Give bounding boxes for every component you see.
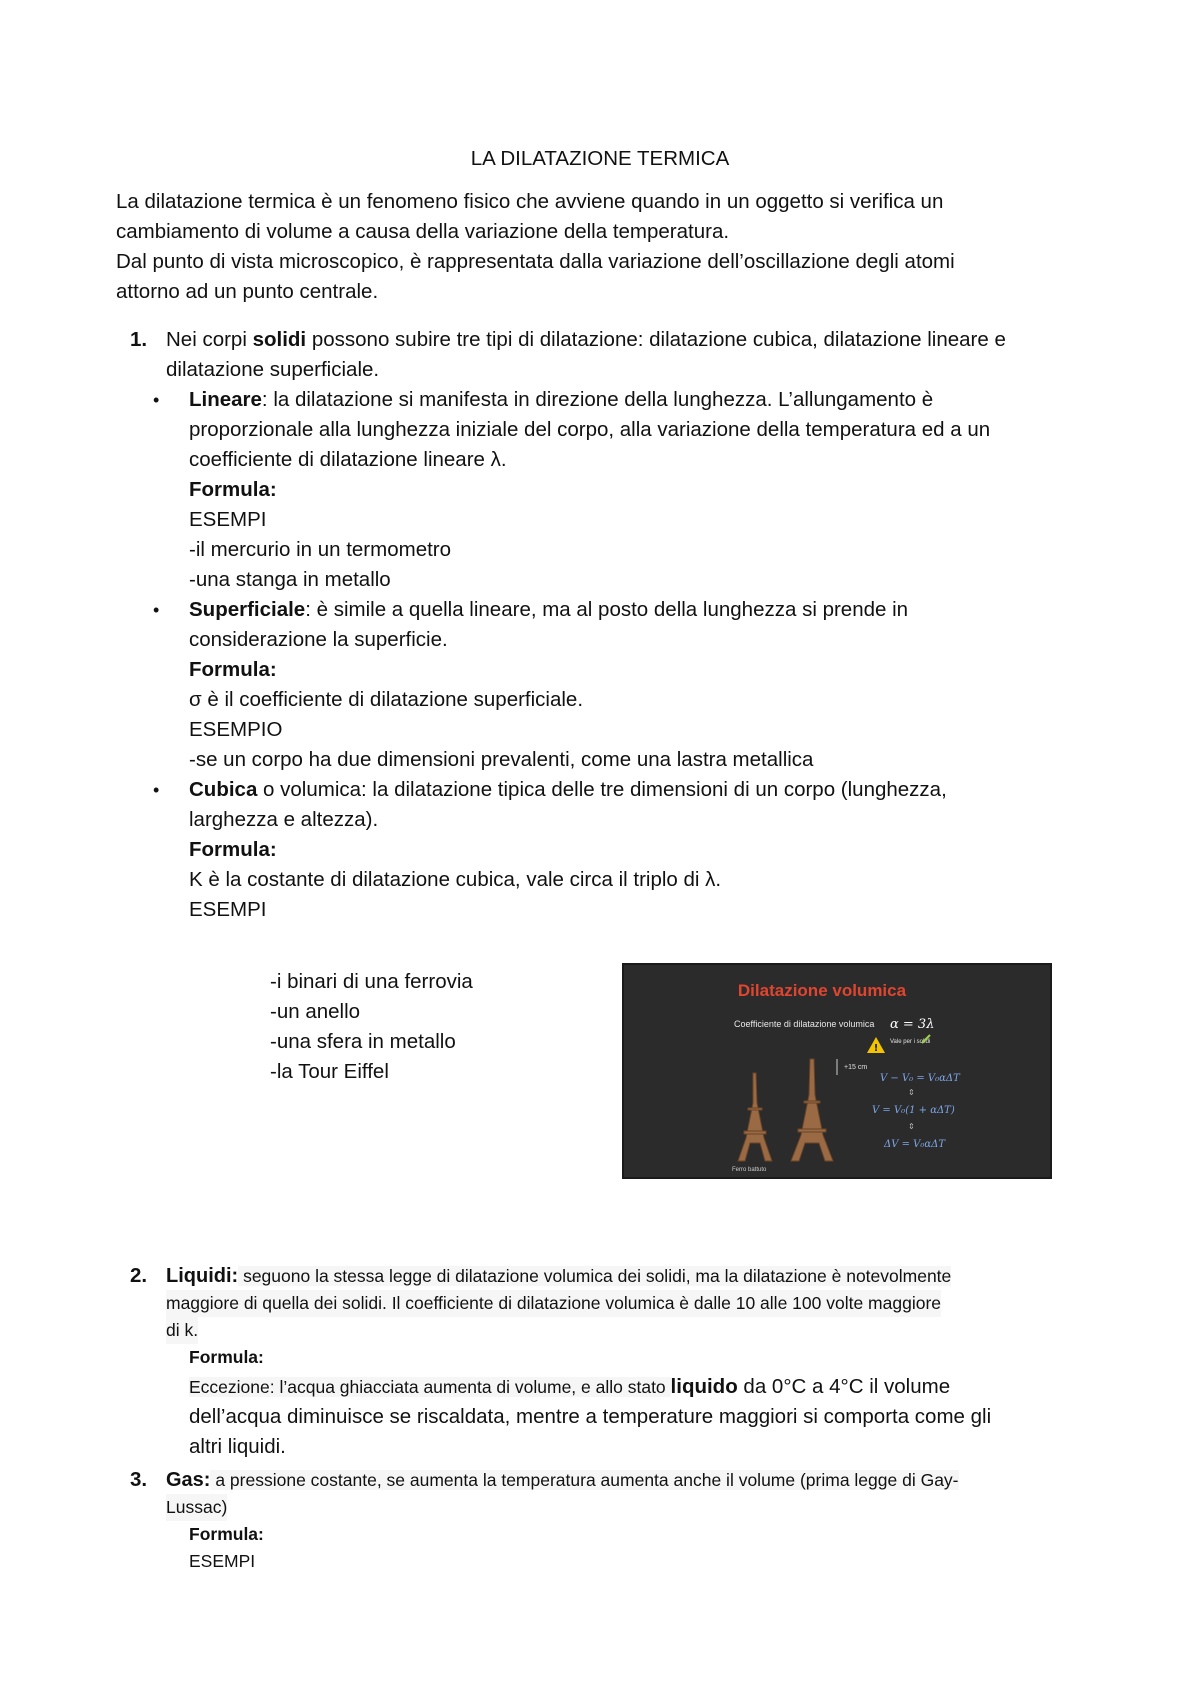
intro-line-2: cambiamento di volume a causa della variazione della temperatura. — [116, 220, 730, 243]
intro-line-1: La dilatazione termica è un fenomeno fisico che avviene quando in un oggetto si verifica un — [116, 190, 944, 213]
liquidi-eccezione-line-3: altri liquidi. — [189, 1435, 286, 1458]
bullet-superficiale: • — [153, 600, 160, 620]
slide-caption: Ferro battuto — [732, 1167, 767, 1173]
lineare-line-1 — [189, 385, 933, 415]
svg-text:!: ! — [873, 1043, 879, 1054]
eccezione-pre: Eccezione: l’acqua ghiacciata aumenta di volume, e allo stato — [189, 1377, 671, 1397]
intro-line-4: attorno ad un punto centrale. — [116, 280, 379, 303]
bullet-lineare: • — [153, 390, 160, 410]
slide-alpha-formula: α = 3λ — [890, 1017, 935, 1032]
liquidi-text-1: seguono la stessa legge di dilatazione volumica dei solidi, ma la dilatazione è notevolmente — [238, 1266, 952, 1286]
lineare-formula-label: Formula: — [189, 478, 277, 501]
liquidi-label: Liquidi: — [166, 1265, 239, 1287]
gas-line-2: Lussac) — [166, 1494, 227, 1521]
cubica-example-1: -i binari di una ferrovia — [270, 970, 473, 993]
cubica-esempi: ESEMPI — [189, 898, 267, 921]
slide-height-delta: +15 cm — [844, 1064, 868, 1071]
liquidi-line-1 — [166, 1263, 951, 1290]
bullet-cubica: • — [153, 780, 160, 800]
gas-formula-label: Formula: — [189, 1524, 264, 1544]
list-number-1: 1. — [130, 328, 148, 351]
list-number-2: 2. — [130, 1264, 148, 1287]
slide-valid-note: Vale per i solidi — [890, 1039, 931, 1045]
cubica-line-2: larghezza e altezza). — [189, 808, 379, 831]
superficiale-example-1: -se un corpo ha due dimensioni prevalenti, come una lastra metallica — [189, 748, 814, 771]
gas-text-1: a pressione costante, se aumenta la temperatura aumenta anche il volume (prima legge di Gay- — [210, 1470, 959, 1490]
liquidi-eccezione-line-1 — [189, 1372, 950, 1402]
liquidi-eccezione-line-2: dell’acqua diminuisce se riscaldata, mentre a temperature maggiori si comporta come gli — [189, 1405, 992, 1428]
cubica-example-3: -una sfera in metallo — [270, 1030, 456, 1053]
cubica-line-1 — [189, 775, 947, 805]
section-1-pre: Nei corpi — [166, 328, 253, 351]
gas-esempi: ESEMPI — [189, 1551, 256, 1571]
cubica-example-4: -la Tour Eiffel — [270, 1060, 389, 1083]
cubica-k-text: K è la costante di dilatazione cubica, vale circa il triplo di λ. — [189, 868, 722, 891]
cubica-label: Cubica — [189, 778, 258, 801]
section-1-bold: solidi — [252, 328, 307, 351]
volumetric-dilation-slide-image — [622, 963, 1052, 1179]
liquidi-line-3: di k. — [166, 1317, 198, 1344]
lineare-example-2: -una stanga in metallo — [189, 568, 391, 591]
superficiale-label: Superficiale — [189, 598, 306, 621]
superficiale-esempio: ESEMPIO — [189, 718, 283, 741]
slide-formula-2: V = V₀(1 + αΔT) — [872, 1105, 955, 1116]
superficiale-text-1: : è simile a quella lineare, ma al posto della lunghezza si prende in — [305, 598, 909, 621]
slide-coefficient-label: Coefficiente di dilatazione volumica — [734, 1019, 875, 1029]
section-1-line-1 — [166, 325, 1006, 355]
gas-label: Gas: — [166, 1469, 211, 1491]
section-1-post: possono subire tre tipi di dilatazione: dilatazione cubica, dilatazione lineare e — [306, 328, 1006, 351]
eccezione-post: da 0°C a 4°C il volume — [737, 1375, 951, 1398]
lineare-esempi: ESEMPI — [189, 508, 267, 531]
intro-line-3: Dal punto di vista microscopico, è rappresentata dalla variazione dell’oscillazione degli atomi — [116, 250, 955, 273]
eccezione-bold: liquido — [670, 1375, 738, 1398]
cubica-formula-label: Formula: — [189, 838, 277, 861]
superficiale-formula-label: Formula: — [189, 658, 277, 681]
slide-formula-1: V − V₀ = V₀αΔT — [880, 1073, 960, 1084]
lineare-label: Lineare — [189, 388, 262, 411]
superficiale-line-1 — [189, 595, 908, 625]
lineare-text-1: : la dilatazione si manifesta in direzione della lunghezza. L’allungamento è — [261, 388, 934, 411]
superficiale-line-2: considerazione la superficie. — [189, 628, 448, 651]
page-title: LA DILATAZIONE TERMICA — [470, 147, 730, 170]
lineare-line-2: proporzionale alla lunghezza iniziale del corpo, alla variazione della temperatura ed a un — [189, 418, 991, 441]
lineare-example-1: -il mercurio in un termometro — [189, 538, 452, 561]
cubica-text-1: o volumica: la dilatazione tipica delle tre dimensioni di un corpo (lunghezza, — [257, 778, 947, 801]
superficiale-sigma: σ è il coefficiente di dilatazione superficiale. — [189, 688, 584, 711]
cubica-example-2: -un anello — [270, 1000, 361, 1023]
slide-heading: Dilatazione volumica — [737, 981, 907, 1000]
section-1-line-2: dilatazione superficiale. — [166, 358, 380, 381]
slide-formula-3: ΔV = V₀αΔT — [884, 1139, 946, 1150]
liquidi-formula-label: Formula: — [189, 1347, 264, 1367]
lineare-line-3: coefficiente di dilatazione lineare λ. — [189, 448, 507, 471]
equivalence-icon: ⇕ — [908, 1088, 915, 1097]
gas-line-1 — [166, 1467, 959, 1494]
liquidi-line-2: maggiore di quella dei solidi. Il coefficiente di dilatazione volumica è dalle 10 alle 100 volte maggiore — [166, 1290, 941, 1317]
list-number-3: 3. — [130, 1468, 148, 1491]
equivalence-icon-2: ⇕ — [908, 1122, 915, 1131]
